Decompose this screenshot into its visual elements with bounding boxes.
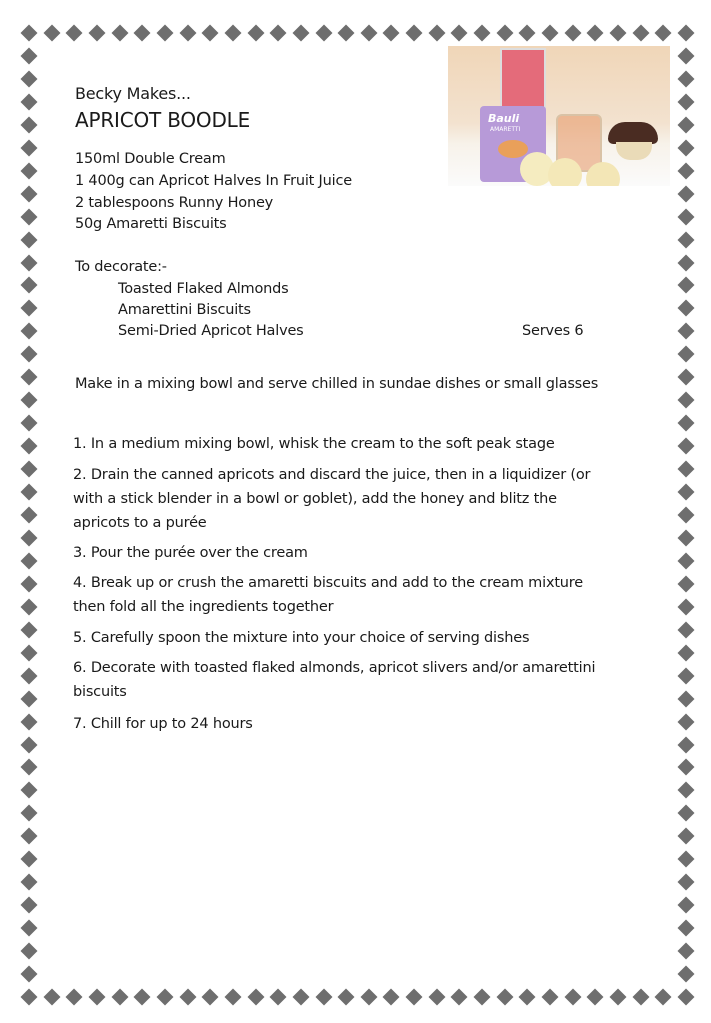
border-diamond bbox=[678, 828, 695, 845]
border-diamond bbox=[292, 25, 309, 42]
border-diamond bbox=[496, 989, 513, 1006]
method-step: with a stick blender in a bowl or goblet), add the honey and blitz the bbox=[73, 491, 557, 507]
border-diamond bbox=[678, 116, 695, 133]
border-diamond bbox=[315, 25, 332, 42]
border-diamond bbox=[360, 25, 377, 42]
border-diamond bbox=[21, 575, 38, 592]
border-diamond bbox=[21, 690, 38, 707]
border-diamond bbox=[21, 713, 38, 730]
border-diamond bbox=[678, 874, 695, 891]
border-diamond bbox=[21, 507, 38, 524]
border-diamond bbox=[678, 621, 695, 638]
border-diamond bbox=[21, 759, 38, 776]
border-diamond bbox=[542, 25, 559, 42]
cupcake bbox=[608, 122, 658, 144]
border-diamond bbox=[632, 25, 649, 42]
border-diamond bbox=[678, 300, 695, 317]
border-diamond bbox=[247, 25, 264, 42]
border-diamond bbox=[21, 346, 38, 363]
border-diamond bbox=[134, 989, 151, 1006]
method-step: apricots to a purée bbox=[73, 515, 207, 531]
border-diamond bbox=[179, 25, 196, 42]
border-diamond bbox=[678, 392, 695, 409]
border-diamond bbox=[21, 25, 38, 42]
cupcake-stand bbox=[616, 142, 652, 160]
border-diamond bbox=[21, 300, 38, 317]
border-diamond bbox=[406, 989, 423, 1006]
border-diamond bbox=[678, 989, 695, 1006]
border-diamond bbox=[678, 644, 695, 661]
border-diamond bbox=[21, 874, 38, 891]
border-diamond bbox=[21, 989, 38, 1006]
border-diamond bbox=[21, 231, 38, 248]
border-diamond bbox=[474, 25, 491, 42]
border-diamond bbox=[383, 989, 400, 1006]
decorate-item: Toasted Flaked Almonds bbox=[118, 281, 289, 297]
border-diamond bbox=[21, 208, 38, 225]
border-diamond bbox=[678, 415, 695, 432]
border-diamond bbox=[21, 70, 38, 87]
border-diamond bbox=[678, 966, 695, 983]
decorate-item: Semi-Dried Apricot Halves bbox=[118, 323, 304, 339]
border-diamond bbox=[428, 25, 445, 42]
border-diamond bbox=[678, 461, 695, 478]
border-diamond bbox=[21, 736, 38, 753]
border-diamond bbox=[21, 667, 38, 684]
border-diamond bbox=[338, 989, 355, 1006]
border-diamond bbox=[678, 484, 695, 501]
border-diamond bbox=[111, 25, 128, 42]
border-diamond bbox=[270, 989, 287, 1006]
border-diamond bbox=[496, 25, 513, 42]
border-diamond bbox=[610, 989, 627, 1006]
border-diamond bbox=[564, 25, 581, 42]
border-diamond bbox=[428, 989, 445, 1006]
decorate-item: Amarettini Biscuits bbox=[118, 302, 251, 318]
border-diamond bbox=[678, 139, 695, 156]
border-diamond bbox=[66, 989, 83, 1006]
border-diamond bbox=[632, 989, 649, 1006]
border-diamond bbox=[21, 598, 38, 615]
recipe-photo bbox=[448, 46, 670, 186]
border-diamond bbox=[678, 782, 695, 799]
border-diamond bbox=[202, 25, 219, 42]
border-diamond bbox=[21, 782, 38, 799]
border-diamond bbox=[88, 989, 105, 1006]
border-diamond bbox=[21, 529, 38, 546]
border-diamond bbox=[21, 162, 38, 179]
border-diamond bbox=[292, 989, 309, 1006]
border-diamond bbox=[21, 139, 38, 156]
border-diamond bbox=[678, 47, 695, 64]
border-diamond bbox=[678, 690, 695, 707]
method-step: 4. Break up or crush the amaretti biscuits and add to the cream mixture bbox=[73, 575, 583, 591]
border-diamond bbox=[678, 277, 695, 294]
serves: Serves 6 bbox=[522, 323, 584, 339]
border-diamond bbox=[678, 529, 695, 546]
method-step: 1. In a medium mixing bowl, whisk the cream to the soft peak stage bbox=[73, 436, 555, 452]
method-step: biscuits bbox=[73, 684, 127, 700]
biscuit-image bbox=[498, 140, 528, 158]
border-diamond bbox=[678, 323, 695, 340]
border-diamond bbox=[678, 70, 695, 87]
border-diamond bbox=[21, 47, 38, 64]
border-diamond bbox=[678, 438, 695, 455]
border-diamond bbox=[678, 736, 695, 753]
border-diamond bbox=[474, 989, 491, 1006]
method-step: 2. Drain the canned apricots and discard the juice, then in a liquidizer (or bbox=[73, 467, 591, 483]
border-diamond bbox=[247, 989, 264, 1006]
border-diamond bbox=[21, 805, 38, 822]
border-diamond bbox=[383, 25, 400, 42]
dessert-glass bbox=[586, 162, 620, 186]
border-diamond bbox=[270, 25, 287, 42]
method-step: 3. Pour the purée over the cream bbox=[73, 545, 308, 561]
border-diamond bbox=[564, 989, 581, 1006]
border-diamond bbox=[678, 759, 695, 776]
border-diamond bbox=[21, 644, 38, 661]
border-diamond bbox=[21, 943, 38, 960]
border-diamond bbox=[43, 989, 60, 1006]
border-diamond bbox=[21, 254, 38, 271]
border-diamond bbox=[66, 25, 83, 42]
dessert-glass bbox=[548, 158, 582, 186]
decorate-label: To decorate:- bbox=[75, 259, 167, 275]
border-diamond bbox=[21, 828, 38, 845]
border-diamond bbox=[21, 552, 38, 569]
border-diamond bbox=[678, 507, 695, 524]
border-diamond bbox=[21, 415, 38, 432]
border-diamond bbox=[678, 231, 695, 248]
border-diamond bbox=[21, 116, 38, 133]
border-diamond bbox=[451, 25, 468, 42]
border-diamond bbox=[678, 851, 695, 868]
border-diamond bbox=[678, 254, 695, 271]
border-diamond bbox=[519, 989, 536, 1006]
border-diamond bbox=[21, 966, 38, 983]
border-diamond bbox=[678, 713, 695, 730]
border-diamond bbox=[43, 25, 60, 42]
border-diamond bbox=[21, 484, 38, 501]
brand-label: Bauli bbox=[488, 112, 520, 125]
border-diamond bbox=[678, 25, 695, 42]
border-diamond bbox=[134, 25, 151, 42]
border-diamond bbox=[21, 621, 38, 638]
border-diamond bbox=[610, 25, 627, 42]
border-diamond bbox=[678, 185, 695, 202]
border-diamond bbox=[655, 25, 672, 42]
ingredient: 50g Amaretti Biscuits bbox=[75, 216, 227, 232]
border-diamond bbox=[21, 461, 38, 478]
border-diamond bbox=[88, 25, 105, 42]
border-diamond bbox=[451, 989, 468, 1006]
border-diamond bbox=[678, 805, 695, 822]
border-diamond bbox=[678, 598, 695, 615]
border-diamond bbox=[678, 667, 695, 684]
method-step: then fold all the ingredients together bbox=[73, 599, 334, 615]
border-diamond bbox=[678, 552, 695, 569]
ingredient: 150ml Double Cream bbox=[75, 151, 226, 167]
border-diamond bbox=[360, 989, 377, 1006]
border-diamond bbox=[678, 208, 695, 225]
border-diamond bbox=[655, 989, 672, 1006]
border-diamond bbox=[678, 346, 695, 363]
border-diamond bbox=[406, 25, 423, 42]
border-diamond bbox=[21, 851, 38, 868]
border-diamond bbox=[678, 162, 695, 179]
product-label: AMARETTI bbox=[490, 126, 521, 133]
border-diamond bbox=[21, 438, 38, 455]
border-diamond bbox=[21, 920, 38, 937]
border-diamond bbox=[224, 25, 241, 42]
border-diamond bbox=[21, 323, 38, 340]
border-diamond bbox=[542, 989, 559, 1006]
recipe-title: APRICOT BOODLE bbox=[75, 108, 251, 132]
intro-text: Make in a mixing bowl and serve chilled in sundae dishes or small glasses bbox=[75, 376, 599, 392]
border-diamond bbox=[338, 25, 355, 42]
border-diamond bbox=[21, 392, 38, 409]
border-diamond bbox=[202, 989, 219, 1006]
ingredient: 1 400g can Apricot Halves In Fruit Juice bbox=[75, 173, 352, 189]
border-diamond bbox=[21, 369, 38, 386]
recipe-subtitle: Becky Makes... bbox=[75, 84, 191, 103]
border-diamond bbox=[678, 575, 695, 592]
border-diamond bbox=[678, 943, 695, 960]
border-diamond bbox=[21, 93, 38, 110]
border-diamond bbox=[156, 989, 173, 1006]
border-diamond bbox=[179, 989, 196, 1006]
border-diamond bbox=[519, 25, 536, 42]
border-diamond bbox=[678, 93, 695, 110]
border-diamond bbox=[678, 920, 695, 937]
method-step: 7. Chill for up to 24 hours bbox=[73, 716, 253, 732]
border-diamond bbox=[21, 185, 38, 202]
method-step: 5. Carefully spoon the mixture into your choice of serving dishes bbox=[73, 630, 530, 646]
border-diamond bbox=[678, 369, 695, 386]
ingredient: 2 tablespoons Runny Honey bbox=[75, 195, 274, 211]
border-diamond bbox=[111, 989, 128, 1006]
method-step: 6. Decorate with toasted flaked almonds, apricot slivers and/or amarettini bbox=[73, 660, 596, 676]
border-diamond bbox=[21, 277, 38, 294]
border-diamond bbox=[224, 989, 241, 1006]
border-diamond bbox=[21, 897, 38, 914]
border-diamond bbox=[587, 989, 604, 1006]
border-diamond bbox=[156, 25, 173, 42]
border-diamond bbox=[315, 989, 332, 1006]
border-diamond bbox=[678, 897, 695, 914]
border-diamond bbox=[587, 25, 604, 42]
